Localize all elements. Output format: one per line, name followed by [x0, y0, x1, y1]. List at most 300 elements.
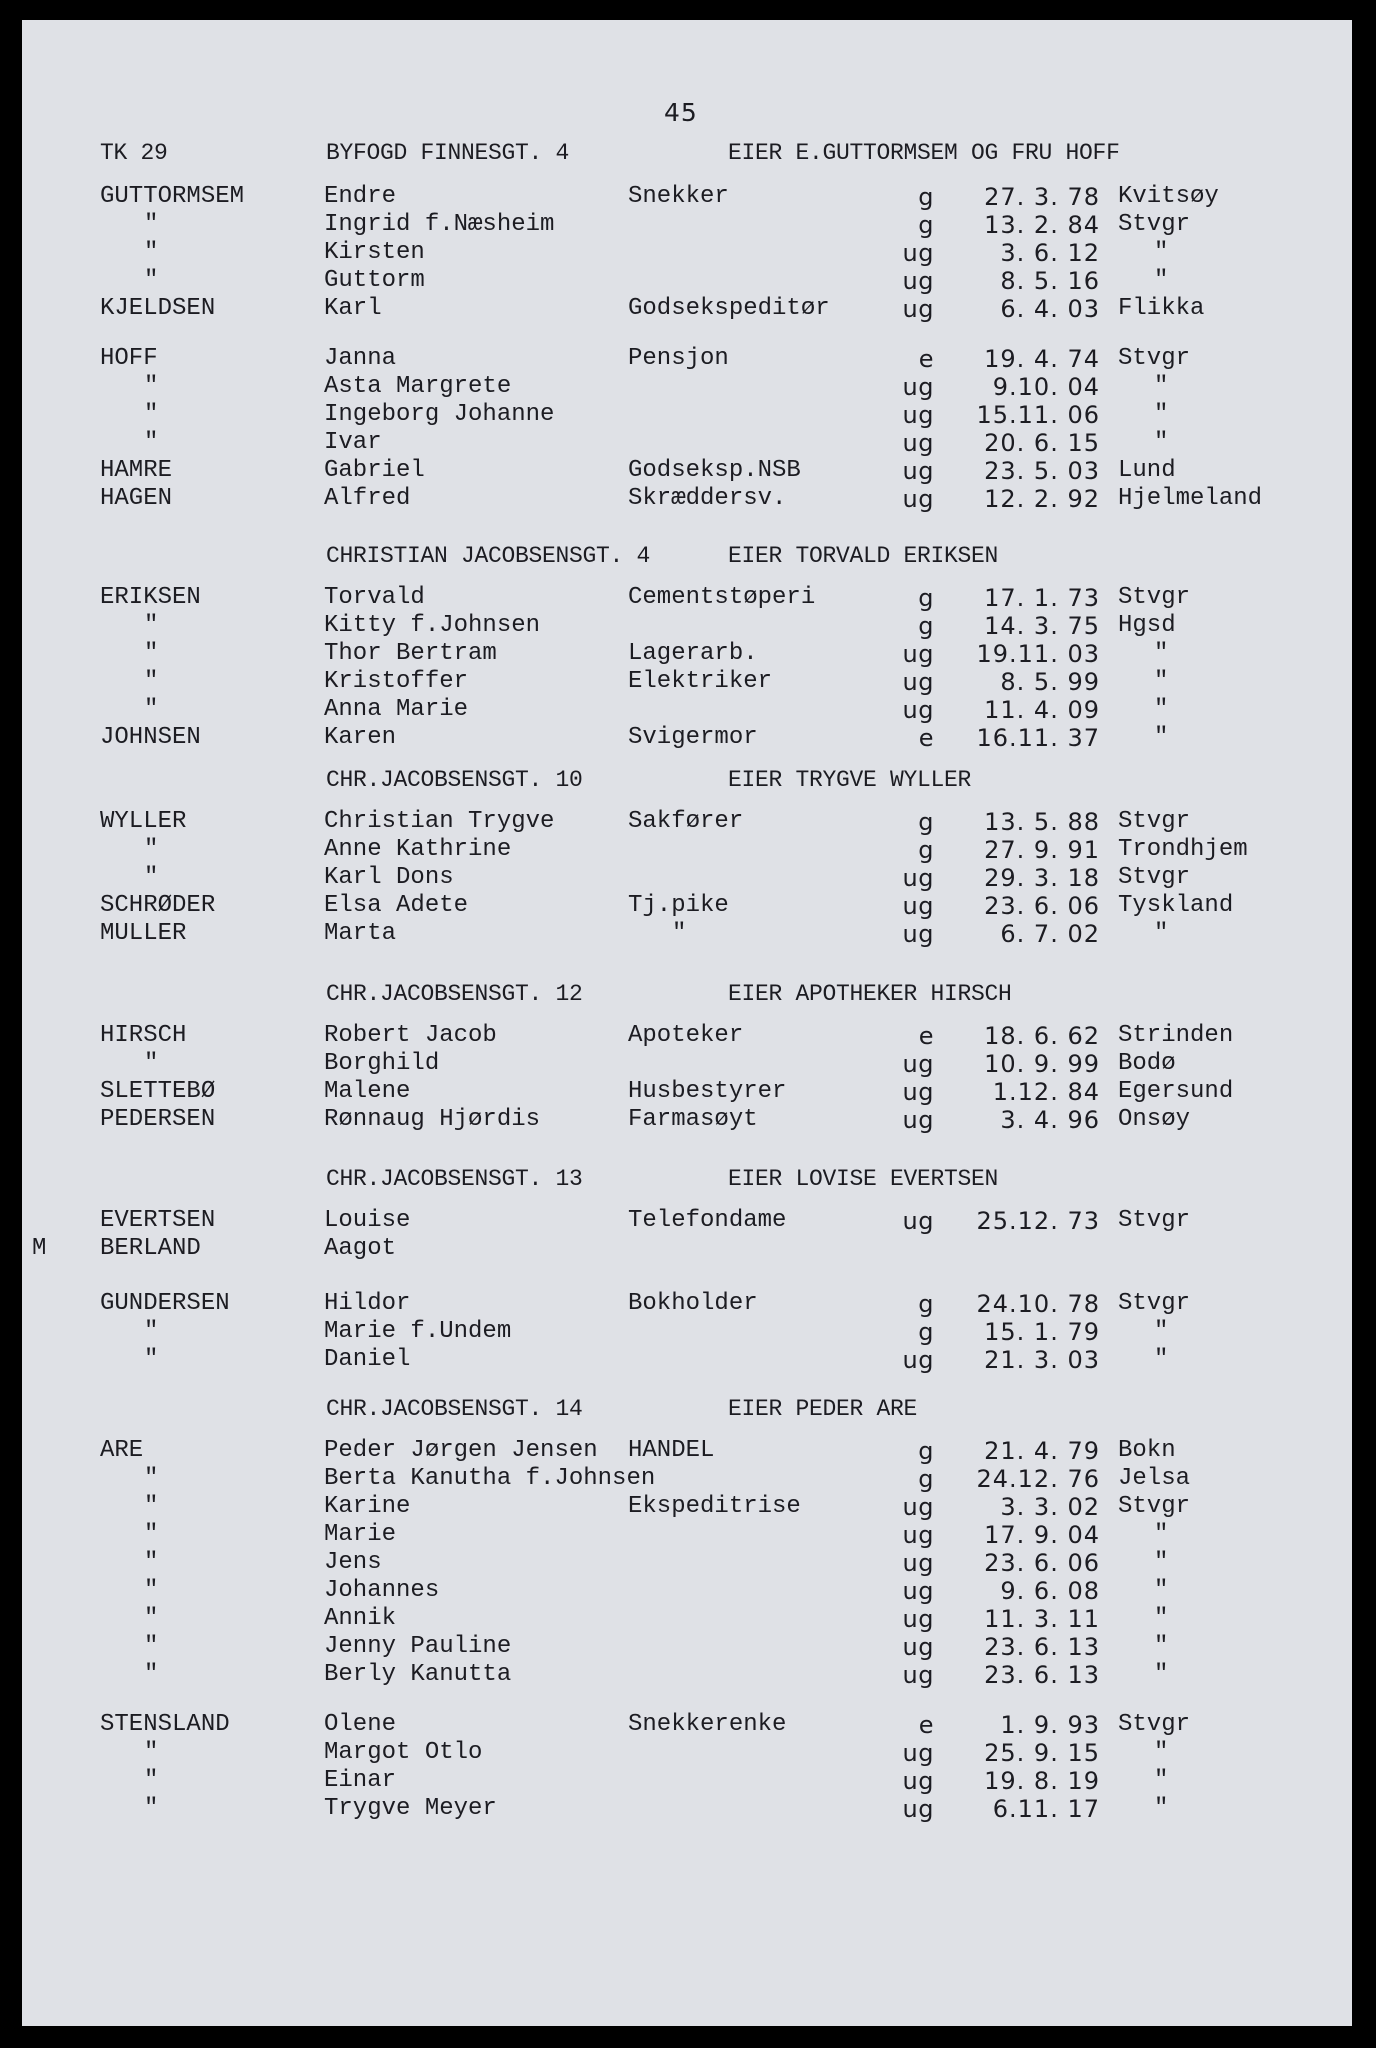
surname: ": [144, 1605, 159, 1632]
given-name: Karen: [324, 724, 397, 751]
surname: MULLER: [100, 920, 187, 947]
birthplace: Bodø: [1118, 1050, 1176, 1077]
marital-status: ug: [902, 1795, 934, 1823]
resident-row: [0, 485, 1376, 515]
marital-status: ug: [902, 1207, 934, 1235]
surname: ARE: [100, 1437, 144, 1464]
surname: PEDERSEN: [100, 1106, 216, 1133]
given-name: Borghild: [324, 1050, 440, 1077]
property-owner: EIER TRYGVE WYLLER: [728, 767, 972, 793]
property-owner: EIER TORVALD ERIKSEN: [728, 543, 999, 569]
occupation: Snekker: [628, 183, 729, 210]
surname: ": [144, 239, 159, 266]
occupation: Ekspeditrise: [628, 1493, 801, 1520]
given-name: Olene: [324, 1711, 397, 1738]
surname: ERIKSEN: [100, 584, 201, 611]
resident-row: [0, 429, 1376, 459]
surname: HAMRE: [100, 457, 173, 484]
birthplace: ": [1154, 1633, 1169, 1660]
birthplace: Stvgr: [1118, 1207, 1191, 1234]
resident-row: [0, 836, 1376, 866]
marital-status: ug: [902, 1605, 934, 1633]
given-name: Louise: [324, 1207, 411, 1234]
birthplace: Onsøy: [1118, 1106, 1191, 1133]
given-name: Marie: [324, 1521, 397, 1548]
birth-date: 20. 6. 15: [984, 429, 1100, 457]
given-name: Janna: [324, 345, 397, 372]
surname: ": [144, 1633, 159, 1660]
surname: STENSLAND: [100, 1711, 230, 1738]
birth-date: 17. 1. 73: [984, 584, 1100, 612]
occupation: Skræddersv.: [628, 485, 787, 512]
surname: ": [144, 267, 159, 294]
birth-date: 1.12. 84: [992, 1078, 1100, 1106]
birthplace: ": [1154, 1318, 1169, 1345]
given-name: Hildor: [324, 1290, 411, 1317]
given-name: Ingrid f.Næsheim: [324, 211, 555, 238]
resident-row: [0, 1767, 1376, 1797]
surname: ": [144, 1795, 159, 1822]
given-name: Gabriel: [324, 457, 425, 484]
marital-status: ug: [902, 457, 934, 485]
birth-date: 14. 3. 75: [984, 612, 1100, 640]
given-name: Karl Dons: [324, 864, 454, 891]
birth-date: 23. 6. 06: [984, 1549, 1100, 1577]
surname: ": [144, 1549, 159, 1576]
birth-date: 10. 9. 99: [984, 1050, 1100, 1078]
birthplace: Trondhjem: [1118, 836, 1248, 863]
marital-status: ug: [902, 295, 934, 323]
occupation: Snekkerenke: [628, 1711, 787, 1738]
occupation: Tj.pike: [628, 892, 729, 919]
given-name: Guttorm: [324, 267, 425, 294]
given-name: Marta: [324, 920, 397, 947]
birthplace: Flikka: [1118, 295, 1205, 322]
resident-row: [0, 1633, 1376, 1663]
resident-row: [0, 1549, 1376, 1579]
surname: ": [144, 1661, 159, 1688]
resident-row: [0, 267, 1376, 297]
property-owner: EIER APOTHEKER HIRSCH: [728, 981, 1012, 1007]
birth-date: 18. 6. 62: [984, 1022, 1100, 1050]
resident-row: [0, 373, 1376, 403]
birthplace: Kvitsøy: [1118, 183, 1219, 210]
occupation: Sakfører: [628, 808, 744, 835]
marital-status: ug: [902, 864, 934, 892]
resident-row: [0, 1577, 1376, 1607]
surname: ": [144, 1577, 159, 1604]
marital-status: ug: [902, 1577, 934, 1605]
surname: ": [144, 1767, 159, 1794]
occupation: Pensjon: [628, 345, 729, 372]
birth-date: 21. 4. 79: [984, 1437, 1100, 1465]
street-address: CHR.JACOBSENSGT. 10: [326, 767, 583, 793]
surname: ": [144, 1493, 159, 1520]
resident-row: [0, 584, 1376, 614]
given-name: Jenny Pauline: [324, 1633, 512, 1660]
birth-date: 23. 5. 03: [984, 457, 1100, 485]
birth-date: 13. 5. 88: [984, 808, 1100, 836]
birth-date: 3. 4. 96: [1000, 1106, 1100, 1134]
marital-status: ug: [902, 1078, 934, 1106]
surname: ": [144, 373, 159, 400]
surname: ": [144, 1318, 159, 1345]
given-name: Anne Kathrine: [324, 836, 512, 863]
marital-status: e: [918, 724, 934, 752]
resident-row: [0, 1605, 1376, 1635]
surname: ": [144, 668, 159, 695]
given-name: Elsa Adete: [324, 892, 469, 919]
birthplace: ": [1154, 1661, 1169, 1688]
birth-date: 16.11. 37: [976, 724, 1100, 752]
surname: HIRSCH: [100, 1022, 187, 1049]
surname: ": [144, 1346, 159, 1373]
given-name: Christian Trygve: [324, 808, 555, 835]
marital-status: ug: [902, 485, 934, 513]
birth-date: 1. 9. 93: [1000, 1711, 1100, 1739]
birthplace: Hgsd: [1118, 612, 1176, 639]
birth-date: 9.10. 04: [992, 373, 1100, 401]
birthplace: ": [1154, 239, 1169, 266]
street-address: CHR.JACOBSENSGT. 14: [326, 1396, 583, 1422]
given-name: Johannes: [324, 1577, 440, 1604]
birth-date: 8. 5. 16: [1000, 267, 1100, 295]
marital-status: g: [918, 1290, 934, 1318]
marital-status: ug: [902, 401, 934, 429]
property-owner: EIER LOVISE EVERTSEN: [728, 1166, 999, 1192]
birthplace: ": [1154, 1795, 1169, 1822]
given-name: Karine: [324, 1493, 411, 1520]
surname: HAGEN: [100, 485, 173, 512]
marital-status: ug: [902, 239, 934, 267]
resident-row: [0, 1711, 1376, 1741]
birth-date: 25.12. 73: [976, 1207, 1100, 1235]
birthplace: ": [1154, 1739, 1169, 1766]
surname: ": [144, 1465, 159, 1492]
birth-date: 15. 1. 79: [984, 1318, 1100, 1346]
surname: SLETTEBØ: [100, 1078, 216, 1105]
birthplace: Stvgr: [1118, 345, 1191, 372]
birthplace: Lund: [1118, 457, 1176, 484]
given-name: Marie f.Undem: [324, 1318, 512, 1345]
given-name: Kitty f.Johnsen: [324, 612, 541, 639]
occupation: Svigermor: [628, 724, 758, 751]
birthplace: Strinden: [1118, 1022, 1234, 1049]
resident-row: [0, 183, 1376, 213]
surname: ": [144, 864, 159, 891]
resident-row: [0, 724, 1376, 754]
resident-row: [0, 1290, 1376, 1320]
birthplace: ": [1154, 668, 1169, 695]
resident-row: [0, 1795, 1376, 1825]
resident-row: [0, 1207, 1376, 1237]
birth-date: 23. 6. 06: [984, 892, 1100, 920]
surname: ": [144, 1521, 159, 1548]
given-name: Alfred: [324, 485, 411, 512]
birth-date: 3. 6. 12: [1000, 239, 1100, 267]
section-header: [0, 1166, 1376, 1196]
resident-row: [0, 457, 1376, 487]
birthplace: Egersund: [1118, 1078, 1234, 1105]
birthplace: ": [1154, 1549, 1169, 1576]
birth-date: 19. 4. 74: [984, 345, 1100, 373]
margin-mark: M: [32, 1235, 47, 1262]
marital-status: ug: [902, 1050, 934, 1078]
resident-row: [0, 401, 1376, 431]
street-address: CHR.JACOBSENSGT. 12: [326, 981, 583, 1007]
birth-date: 19.11. 03: [976, 640, 1100, 668]
birth-date: 13. 2. 84: [984, 211, 1100, 239]
marital-status: e: [918, 1711, 934, 1739]
birthplace: ": [1154, 724, 1169, 751]
street-address: CHR.JACOBSENSGT. 13: [326, 1166, 583, 1192]
page-number: 45: [664, 98, 698, 127]
birth-date: 9. 6. 08: [1000, 1577, 1100, 1605]
birth-date: 23. 6. 13: [984, 1661, 1100, 1689]
surname: ": [144, 640, 159, 667]
surname: WYLLER: [100, 808, 187, 835]
surname: ": [144, 612, 159, 639]
street-address: CHRISTIAN JACOBSENSGT. 4: [326, 543, 651, 569]
marital-status: e: [918, 345, 934, 373]
resident-row: [0, 640, 1376, 670]
surname: GUTTORMSEM: [100, 183, 245, 210]
birth-date: 24.12. 76: [976, 1465, 1100, 1493]
birth-date: 17. 9. 04: [984, 1521, 1100, 1549]
marital-status: ug: [902, 1661, 934, 1689]
birthplace: Stvgr: [1118, 1290, 1191, 1317]
birthplace: ": [1154, 1577, 1169, 1604]
marital-status: ug: [902, 1493, 934, 1521]
given-name: Trygve Meyer: [324, 1795, 497, 1822]
marital-status: ug: [902, 1633, 934, 1661]
given-name: Robert Jacob: [324, 1022, 497, 1049]
birth-date: 27. 3. 78: [984, 183, 1100, 211]
birth-date: 6. 7. 02: [1000, 920, 1100, 948]
marital-status: ug: [902, 668, 934, 696]
marital-status: g: [918, 1465, 934, 1493]
section-header: [0, 543, 1376, 573]
birth-date: 15.11. 06: [976, 401, 1100, 429]
resident-row: [0, 696, 1376, 726]
given-name: Annik: [324, 1605, 397, 1632]
resident-row: [0, 345, 1376, 375]
given-name: Malene: [324, 1078, 411, 1105]
resident-row: [0, 668, 1376, 698]
resident-row: [0, 1661, 1376, 1691]
birth-date: 24.10. 78: [976, 1290, 1100, 1318]
birthplace: ": [1154, 640, 1169, 667]
surname: GUNDERSEN: [100, 1290, 230, 1317]
surname: ": [144, 696, 159, 723]
birthplace: ": [1154, 401, 1169, 428]
resident-row: [0, 1022, 1376, 1052]
birthplace: Stvgr: [1118, 808, 1191, 835]
surname: KJELDSEN: [100, 295, 216, 322]
marital-status: g: [918, 808, 934, 836]
birthplace: ": [1154, 920, 1169, 947]
section-header: [0, 767, 1376, 797]
occupation: Apoteker: [628, 1022, 744, 1049]
birthplace: ": [1154, 267, 1169, 294]
resident-row: [0, 1437, 1376, 1467]
given-name: Kristoffer: [324, 668, 469, 695]
marital-status: ug: [902, 892, 934, 920]
property-owner: EIER E.GUTTORMSEM OG FRU HOFF: [728, 140, 1120, 166]
given-name: Daniel: [324, 1346, 411, 1373]
given-name: Rønnaug Hjørdis: [324, 1106, 541, 1133]
marital-status: ug: [902, 1549, 934, 1577]
resident-row: [0, 1106, 1376, 1136]
marital-status: ug: [902, 1106, 934, 1134]
occupation: ": [672, 920, 687, 947]
resident-row: [0, 239, 1376, 269]
marital-status: g: [918, 1437, 934, 1465]
surname: EVERTSEN: [100, 1207, 216, 1234]
birthplace: Jelsa: [1118, 1465, 1191, 1492]
resident-row: [0, 1465, 1376, 1495]
occupation: Farmasøyt: [628, 1106, 758, 1133]
given-name: Ingeborg Johanne: [324, 401, 555, 428]
street-address: BYFOGD FINNESGT. 4: [326, 140, 570, 166]
resident-row: [0, 612, 1376, 642]
given-name: Asta Margrete: [324, 373, 512, 400]
marital-status: e: [918, 1022, 934, 1050]
surname: ": [144, 1050, 159, 1077]
marital-status: ug: [902, 267, 934, 295]
marital-status: g: [918, 211, 934, 239]
resident-row: [0, 864, 1376, 894]
occupation: Husbestyrer: [628, 1078, 787, 1105]
given-name: Thor Bertram: [324, 640, 497, 667]
resident-row: [0, 1050, 1376, 1080]
birthplace: ": [1154, 1521, 1169, 1548]
resident-row: [0, 1739, 1376, 1769]
given-name: Aagot: [324, 1235, 397, 1262]
occupation: HANDEL: [628, 1437, 715, 1464]
resident-row: [0, 892, 1376, 922]
marital-status: ug: [902, 920, 934, 948]
resident-row: [0, 1521, 1376, 1551]
marital-status: g: [918, 1318, 934, 1346]
birth-date: 25. 9. 15: [984, 1739, 1100, 1767]
given-name: Jens: [324, 1549, 382, 1576]
resident-row: [0, 1493, 1376, 1523]
birth-date: 23. 6. 13: [984, 1633, 1100, 1661]
occupation: Lagerarb.: [628, 640, 758, 667]
given-name: Kirsten: [324, 239, 425, 266]
resident-row: [0, 1346, 1376, 1376]
given-name: Ivar: [324, 429, 382, 456]
given-name: Margot Otlo: [324, 1739, 483, 1766]
surname: JOHNSEN: [100, 724, 201, 751]
given-name: Berta Kanutha f.Johnsen: [324, 1465, 656, 1492]
birthplace: Stvgr: [1118, 1493, 1191, 1520]
marital-status: g: [918, 183, 934, 211]
birthplace: Stvgr: [1118, 584, 1191, 611]
birth-date: 11. 3. 11: [984, 1605, 1100, 1633]
birthplace: ": [1154, 1767, 1169, 1794]
occupation: Godsekspeditør: [628, 295, 830, 322]
marital-status: g: [918, 584, 934, 612]
given-name: Einar: [324, 1767, 397, 1794]
given-name: Endre: [324, 183, 397, 210]
marital-status: ug: [902, 640, 934, 668]
resident-row: [0, 211, 1376, 241]
marital-status: ug: [902, 696, 934, 724]
birth-date: 6. 4. 03: [1000, 295, 1100, 323]
resident-row: [0, 1078, 1376, 1108]
given-name: Karl: [324, 295, 382, 322]
birthplace: ": [1154, 429, 1169, 456]
surname: ": [144, 211, 159, 238]
given-name: Berly Kanutta: [324, 1661, 512, 1688]
surname: ": [144, 429, 159, 456]
birthplace: Stvgr: [1118, 211, 1191, 238]
occupation: Bokholder: [628, 1290, 758, 1317]
marital-status: ug: [902, 429, 934, 457]
marital-status: ug: [902, 373, 934, 401]
given-name: Anna Marie: [324, 696, 469, 723]
birthplace: Stvgr: [1118, 1711, 1191, 1738]
resident-row: [0, 1235, 1376, 1265]
birth-date: 27. 9. 91: [984, 836, 1100, 864]
birth-date: 3. 3. 02: [1000, 1493, 1100, 1521]
birth-date: 12. 2. 92: [984, 485, 1100, 513]
birth-date: 21. 3. 03: [984, 1346, 1100, 1374]
occupation: Godseksp.NSB: [628, 457, 801, 484]
marital-status: ug: [902, 1521, 934, 1549]
marital-status: ug: [902, 1346, 934, 1374]
resident-row: [0, 920, 1376, 950]
marital-status: g: [918, 836, 934, 864]
surname: ": [144, 401, 159, 428]
resident-row: [0, 1318, 1376, 1348]
birthplace: Tyskland: [1118, 892, 1234, 919]
birthplace: Bokn: [1118, 1437, 1176, 1464]
birthplace: ": [1154, 1605, 1169, 1632]
birthplace: ": [1154, 1346, 1169, 1373]
birth-date: 6.11. 17: [992, 1795, 1100, 1823]
birth-date: 11. 4. 09: [984, 696, 1100, 724]
surname: HOFF: [100, 345, 158, 372]
surname: ": [144, 1739, 159, 1766]
birthplace: ": [1154, 696, 1169, 723]
resident-row: [0, 808, 1376, 838]
section-header: [0, 981, 1376, 1011]
surname: SCHRØDER: [100, 892, 216, 919]
property-owner: EIER PEDER ARE: [728, 1396, 918, 1422]
birth-date: 8. 5. 99: [1000, 668, 1100, 696]
birthplace: ": [1154, 373, 1169, 400]
given-name: Peder Jørgen Jensen: [324, 1437, 598, 1464]
birth-date: 29. 3. 18: [984, 864, 1100, 892]
surname: ": [144, 836, 159, 863]
section-header: [0, 1396, 1376, 1426]
marital-status: ug: [902, 1739, 934, 1767]
occupation: Elektriker: [628, 668, 773, 695]
resident-row: [0, 295, 1376, 325]
marital-status: ug: [902, 1767, 934, 1795]
surname: BERLAND: [100, 1235, 201, 1262]
section-header: [0, 140, 1376, 170]
tk-label: TK 29: [100, 140, 168, 166]
birthplace: Hjelmeland: [1118, 485, 1263, 512]
occupation: Telefondame: [628, 1207, 787, 1234]
occupation: Cementstøperi: [628, 584, 816, 611]
birth-date: 19. 8. 19: [984, 1767, 1100, 1795]
given-name: Torvald: [324, 584, 425, 611]
